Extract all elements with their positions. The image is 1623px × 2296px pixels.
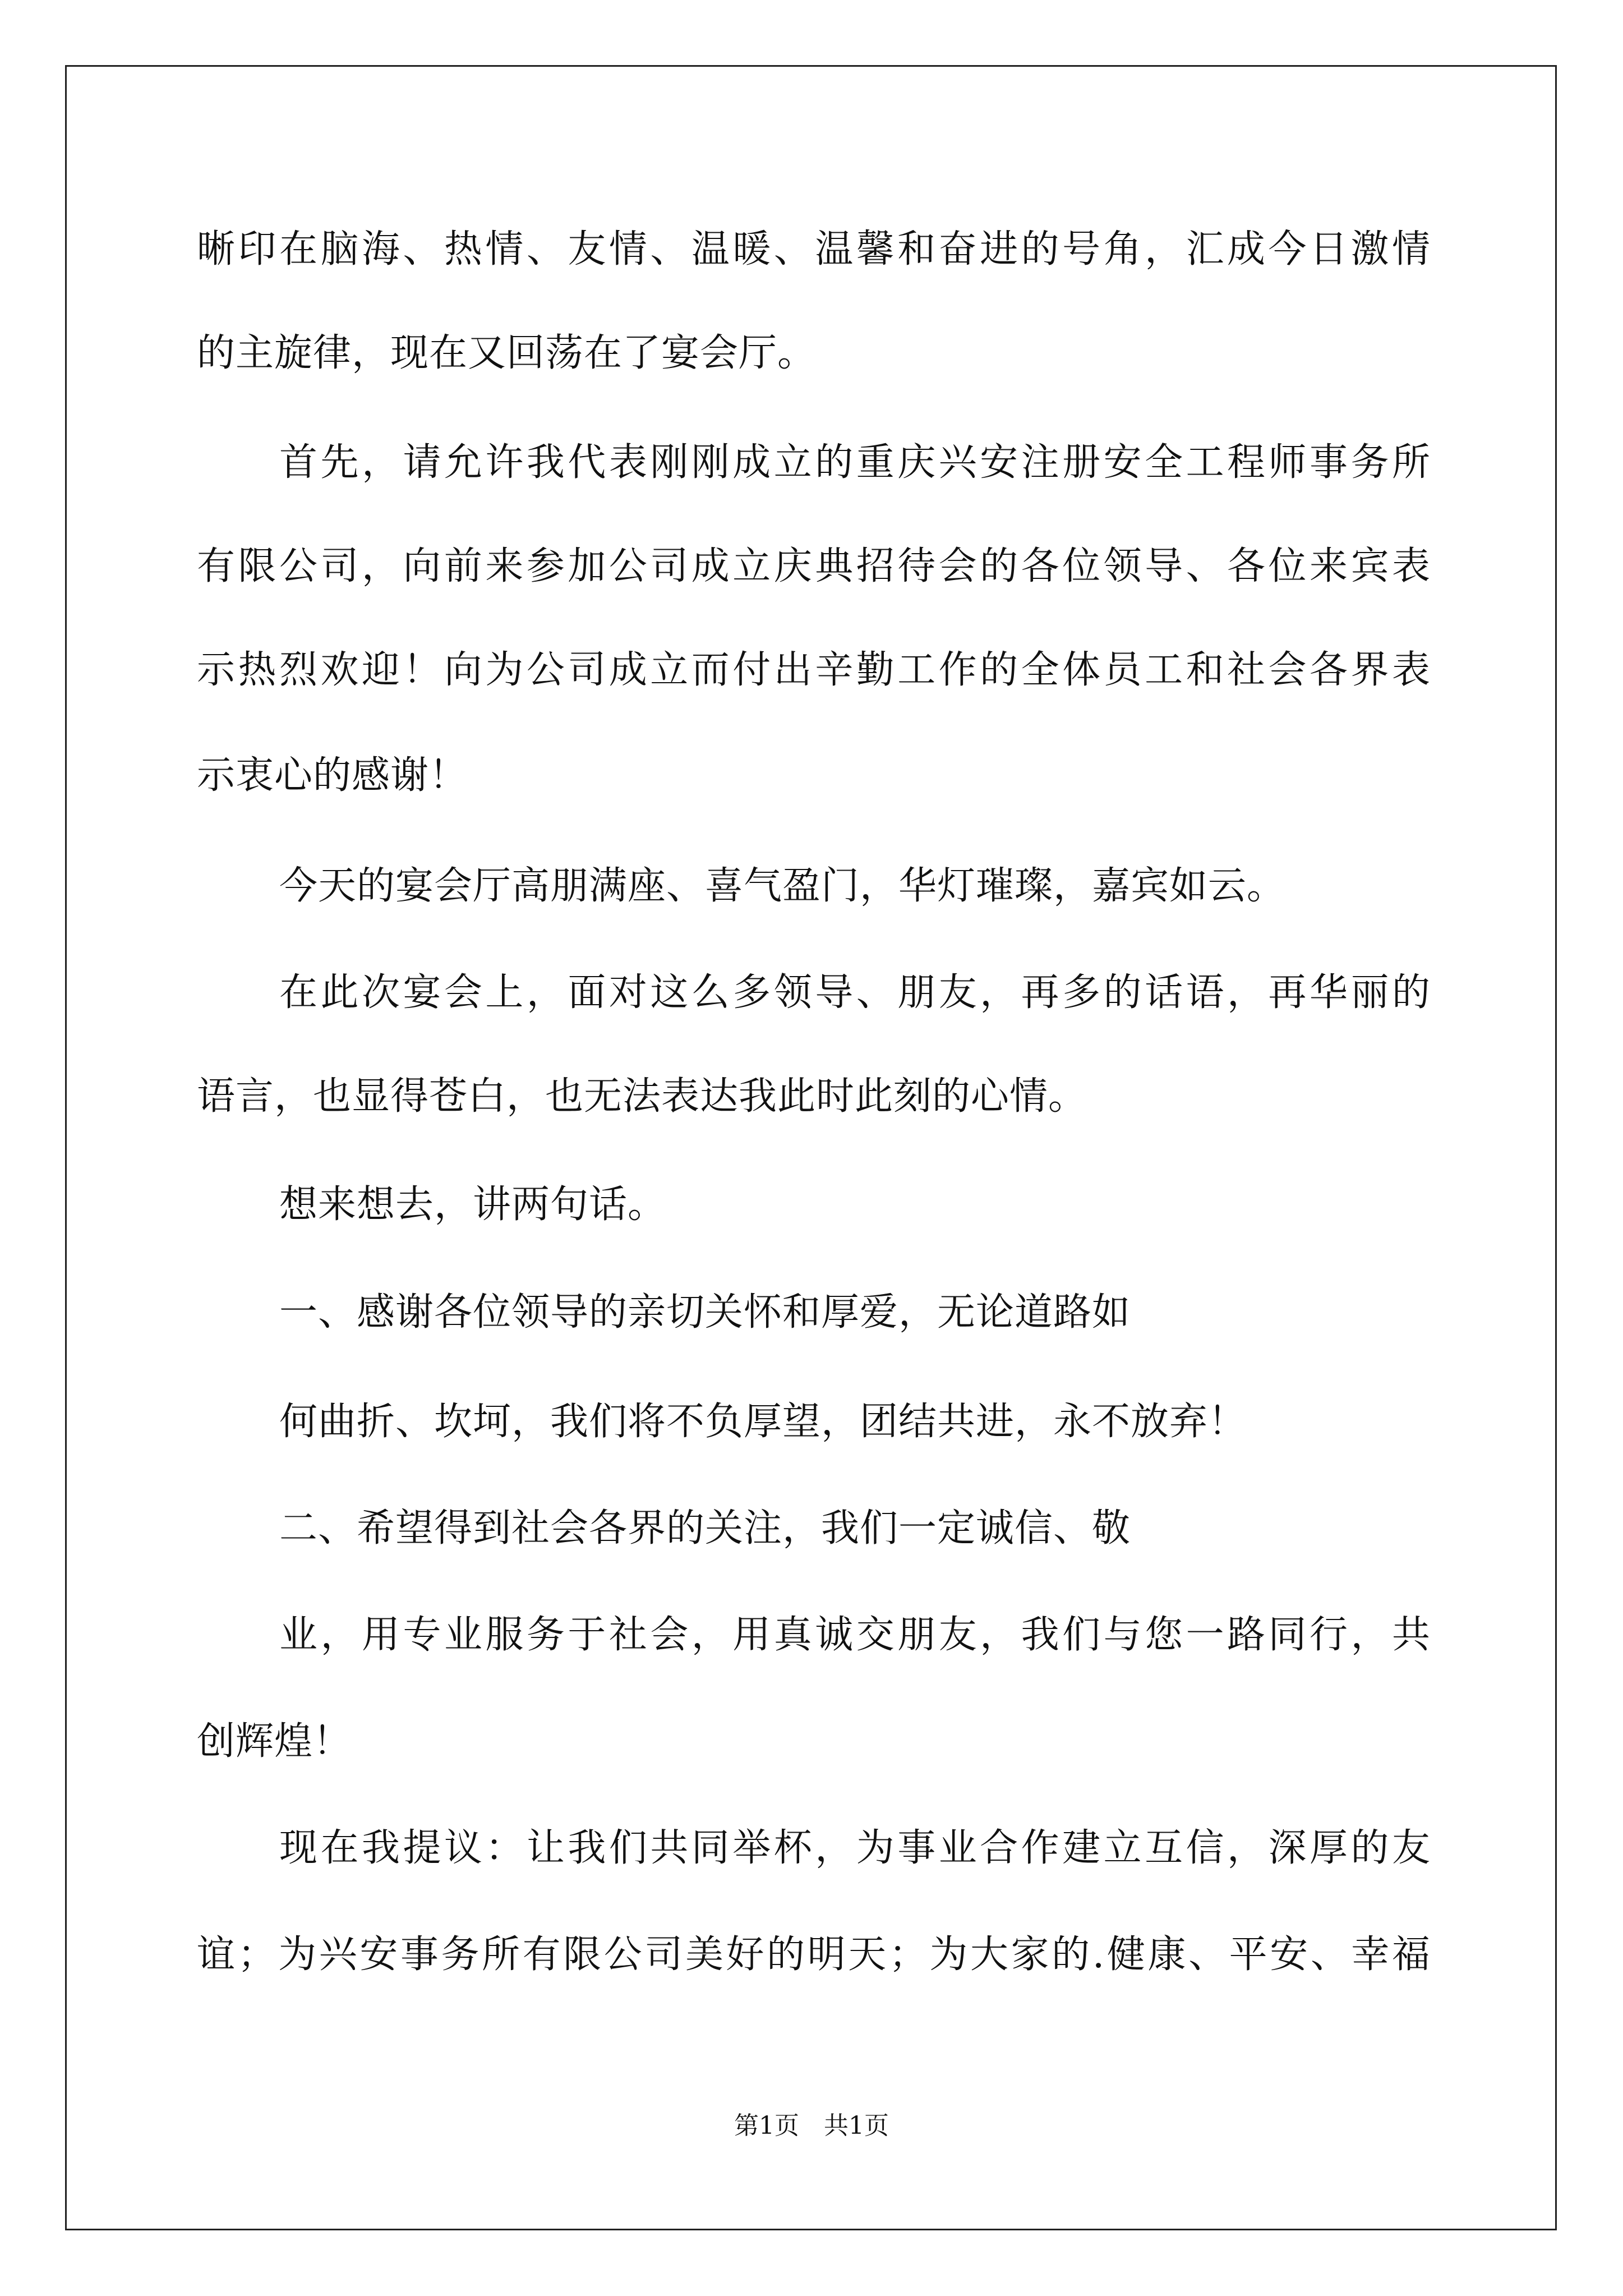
text-line-11: 一、感谢各位领导的亲切关怀和厚爱，无论道路如 xyxy=(279,1290,1131,1335)
page-border xyxy=(65,65,1557,2230)
text-line-7: 今天的宴会厅高朋满座、喜气盈门，华灯璀璨，嘉宾如云。 xyxy=(279,864,1286,908)
text-line-5: 示热烈欢迎！向为公司成立而付出辛勤工作的全体员工和社会各界表 xyxy=(197,648,1431,692)
text-line-10: 想来想去，讲两句话。 xyxy=(279,1182,667,1227)
text-line-17: 谊；为兴安事务所有限公司美好的明天；为大家的.健康、平安、幸福 xyxy=(197,1932,1431,1977)
text-line-15: 创辉煌！ xyxy=(197,1719,352,1764)
text-line-9: 语言，也显得苍白，也无法表达我此时此刻的心情。 xyxy=(197,1074,1087,1119)
text-line-8: 在此次宴会上，面对这么多领导、朋友，再多的话语，再华丽的 xyxy=(279,970,1431,1015)
text-line-3: 首先，请允许我代表刚刚成立的重庆兴安注册安全工程师事务所 xyxy=(279,440,1431,485)
text-line-4: 有限公司，向前来参加公司成立庆典招待会的各位领导、各位来宾表 xyxy=(197,544,1431,588)
text-line-6: 示衷心的感谢！ xyxy=(197,753,468,798)
text-line-12: 何曲折、坎坷，我们将不负厚望，团结共进，永不放弃！ xyxy=(279,1400,1247,1444)
text-line-1: 晰印在脑海、热情、友情、温暖、温馨和奋进的号角，汇成今日激情 xyxy=(197,227,1431,272)
text-line-13: 二、希望得到社会各界的关注，我们一定诚信、敬 xyxy=(279,1506,1131,1550)
text-line-16: 现在我提议：让我们共同举杯，为事业合作建立互信，深厚的友 xyxy=(279,1826,1431,1870)
text-line-2: 的主旋律，现在又回荡在了宴会厅。 xyxy=(197,331,817,375)
page-footer: 第1页 共1页 xyxy=(734,2111,889,2140)
text-line-14: 业，用专业服务于社会，用真诚交朋友，我们与您一路同行，共 xyxy=(279,1613,1431,1657)
